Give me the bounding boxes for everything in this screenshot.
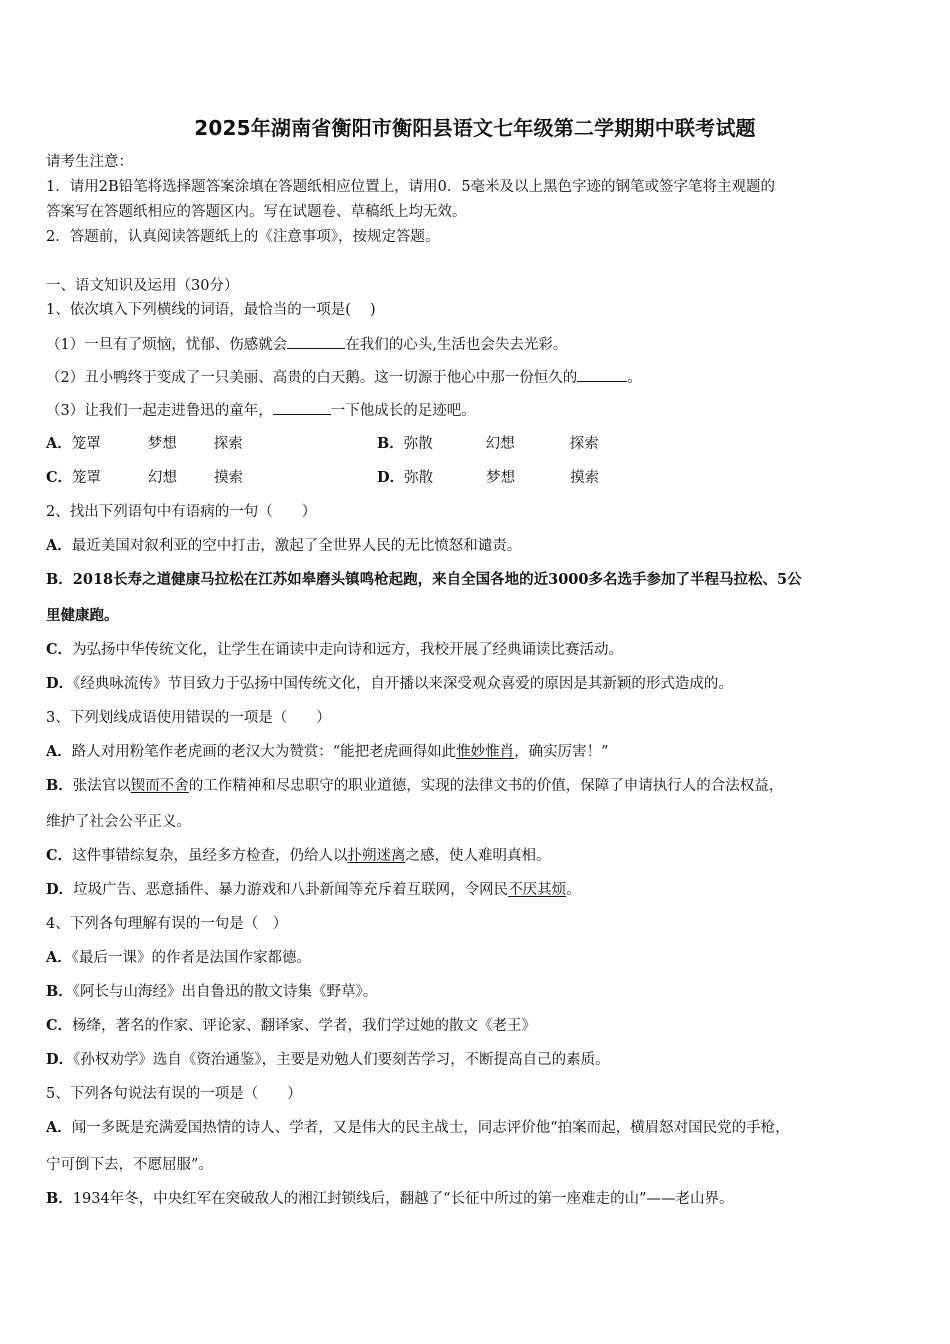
section-heading: 一、语文知识及运用（30分） — [46, 278, 239, 294]
underlined-idiom: 不厌其烦 — [508, 882, 567, 898]
question-2-option-c: C．为弘扬中华传统文化，让学生在诵读中走向诗和远方，我校开展了经典诵读比赛活动。 — [46, 641, 624, 658]
notice-item-2: 2．答题前，认真阅读答题纸上的《注意事项》，按规定答题。 — [46, 229, 440, 245]
exam-title: 2025年湖南省衡阳市衡阳县语文七年级第二学期期中联考试题 — [194, 116, 756, 140]
question-5-stem: 5、下列各句说法有误的一项是（ ） — [46, 1086, 302, 1102]
question-3-option-c: C．这件事错综复杂，虽经多方检查，仍给人以扑朔迷离之感，使人难明真相。 — [46, 847, 551, 864]
question-1-sentence-3 — [46, 400, 476, 421]
notice-item-1-line-1: 1．请用2B铅笔将选择题答案涂填在答题纸相应位置上，请用0．5毫米及以上黑色字迹的钢笔或签字笔将主观题的 — [46, 179, 776, 195]
question-3-option-b-line-2: 维护了社会公平正义。 — [46, 814, 191, 830]
underlined-idiom: 惟妙惟肖 — [456, 744, 515, 760]
sentence-3-before-blank: （3）让我们一起走进鲁迅的童年， — [46, 403, 273, 419]
question-5-option-a-line-2: 宁可倒下去，不愿屈服”。 — [46, 1157, 213, 1173]
blank-3 — [273, 400, 331, 415]
question-4-option-c: C．杨绛，著名的作家、评论家、翻译家、学者，我们学过她的散文《老王》 — [46, 1017, 537, 1034]
sentence-3-after-blank: 一下他成长的足迹吧。 — [330, 403, 476, 419]
question-3-option-a: A．路人对用粉笔作老虎画的老汉大为赞赏：“能把老虎画得如此惟妙惟肖，确实厉害！” — [46, 743, 609, 760]
question-4-option-b: B．《阿长与山海经》出自鲁迅的散文诗集《野草》。 — [46, 983, 378, 1000]
notice-heading: 请考生注意： — [46, 154, 133, 170]
question-2-option-a: A．最近美国对叙利亚的空中打击，激起了全世界人民的无比愤怒和谴责。 — [46, 537, 522, 554]
question-2-option-b-line-1: B．2018长寿之道健康马拉松在江苏如皋磨头镇鸣枪起跑，来自全国各地的近3000多名选手参加了半程马拉松、5公 — [46, 571, 802, 588]
question-2-option-d: D．《经典咏流传》节目致力于弘扬中国传统文化，自开播以来深受观众喜爱的原因是其新颖的形式造成的。 — [46, 675, 733, 692]
question-1-stem: 1、依次填入下列横线的词语，最恰当的一项是( ) — [46, 302, 376, 318]
question-3-option-d: D．垃圾广告、恶意插件、暴力游戏和八卦新闻等充斥着互联网，令网民不厌其烦。 — [46, 881, 581, 898]
question-3-stem: 3、下列划线成语使用错误的一项是（ ） — [46, 710, 331, 726]
question-5-option-a-line-1: A．闻一多既是充满爱国热情的诗人、学者，又是伟大的民主战士，同志评价他“拍案而起，横眉怒对国民党的手枪， — [46, 1119, 790, 1136]
sentence-2-before-blank: （2）丑小鸭终于变成了一只美丽、高贵的白天鹅。这一切源于他心中那一份恒久的 — [46, 370, 578, 386]
question-4-option-d: D．《孙权劝学》选自《资治通鉴》，主要是劝勉人们要刻苦学习，不断提高自己的素质。 — [46, 1051, 610, 1068]
question-1-option-b: B．弥散 幻想 探索 — [377, 435, 599, 452]
question-2-stem: 2、找出下列语句中有语病的一句（ ） — [46, 504, 317, 520]
question-1-sentence-1 — [46, 334, 567, 355]
question-3-option-b-line-1: B．张法官以锲而不舍的工作精神和尽忠职守的职业道德，实现的法律文书的价值，保障了申请执行人的合法权益， — [46, 777, 784, 794]
question-5-option-b: B．1934年冬，中央红军在突破敌人的湘江封锁线后，翻越了“长征中所过的第一座难走的山”——老山界。 — [46, 1190, 734, 1207]
question-1-option-d: D．弥散 梦想 摸索 — [377, 469, 600, 486]
notice-item-1-line-2: 答案写在答题纸相应的答题区内。写在试题卷、草稿纸上均无效。 — [46, 204, 467, 220]
question-1-option-c: C．笼罩 幻想 摸索 — [46, 469, 244, 486]
sentence-1-after-blank: 在我们的心头,生活也会失去光彩。 — [345, 337, 568, 353]
sentence-2-after-blank: 。 — [627, 370, 642, 386]
question-4-option-a: A．《最后一课》的作者是法国作家都德。 — [46, 949, 312, 966]
question-2-option-b-line-2: 里健康跑。 — [46, 607, 119, 624]
sentence-1-before-blank: （1）一旦有了烦恼，忧郁、伤感就会 — [46, 337, 288, 353]
underlined-idiom: 锲而不舍 — [130, 778, 189, 794]
blank-2 — [577, 367, 627, 382]
underlined-idiom: 扑朔迷离 — [347, 848, 406, 864]
question-1-option-a: A．笼罩 梦想 探索 — [46, 435, 243, 452]
question-4-stem: 4、下列各句理解有误的一句是（ ） — [46, 916, 288, 932]
question-1-sentence-2 — [46, 367, 642, 388]
blank-1 — [287, 334, 345, 349]
